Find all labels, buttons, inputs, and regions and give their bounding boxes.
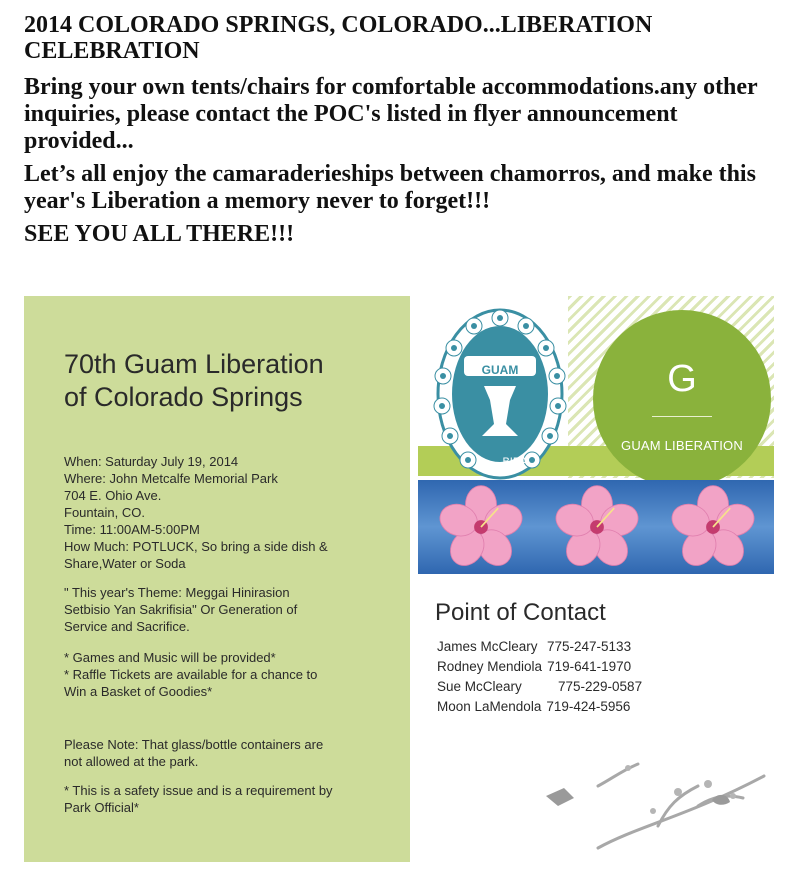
note-line: not allowed at the park. <box>64 754 199 769</box>
safety-line: Park Official* <box>64 800 139 815</box>
detail-cost-cont: Share,Water or Soda <box>64 556 186 571</box>
page-title: 2014 COLORADO SPRINGS, COLORADO...LIBERATION CELEBRATION <box>24 12 653 64</box>
poc-phone: 775-229-0587 <box>558 679 643 694</box>
detail-address: 704 E. Ohio Ave. <box>64 488 162 503</box>
detail-cost: How Much: POTLUCK, So bring a side dish & <box>64 539 328 554</box>
theme-line: Setbisio Yan Sakrifisia" Or Generation of <box>64 602 298 617</box>
logo-top-text: GUAM <box>481 363 519 377</box>
poc-row <box>437 697 767 717</box>
intro-text <box>24 12 784 248</box>
poc-name: Rodney Mendiola <box>437 659 543 674</box>
badge-caption: GUAM LIBERATION <box>621 438 743 453</box>
note-block <box>64 736 394 770</box>
safety-block <box>64 782 394 816</box>
logo-bottom-text: BIBA <box>502 456 528 468</box>
theme-block <box>64 584 394 635</box>
guam-liberation-badge <box>593 310 771 488</box>
intro-paragraph-2: Let’s all enjoy the camaraderieships between chamorros, and make this year's Liberation a memory never to forget!!! <box>24 161 756 214</box>
theme-line: Service and Sacrifice. <box>64 619 190 634</box>
intro-paragraph-1: Bring your own tents/chairs for comfortable accommodations.any other inquiries, please contact the POC's listed in flyer announcement provided... <box>24 74 758 154</box>
badge-divider <box>652 416 712 417</box>
detail-when: When: Saturday July 19, 2014 <box>64 454 239 469</box>
hibiscus-strip <box>418 480 774 574</box>
detail-time: Time: 11:00AM-5:00PM <box>64 522 200 537</box>
poc-row <box>437 677 767 697</box>
detail-where: Where: John Metcalfe Memorial Park <box>64 471 278 486</box>
extras-line: Win a Basket of Goodies* <box>64 684 213 699</box>
extras-line: * Raffle Tickets are available for a chance to <box>64 667 318 682</box>
intro-paragraph-3: SEE YOU ALL THERE!!! <box>24 221 295 247</box>
badge-letter: G <box>667 358 697 400</box>
hibiscus-flower-icon <box>438 484 524 570</box>
event-flyer-image <box>24 296 774 862</box>
poc-name: Sue McCleary <box>437 679 522 694</box>
flyer-graphics-panel <box>418 296 774 862</box>
theme-line: " This year's Theme: Meggai Hinirasion <box>64 585 290 600</box>
note-line: Please Note: That glass/bottle containers are <box>64 737 324 752</box>
hibiscus-flower-icon <box>554 484 640 570</box>
poc-row <box>437 657 767 677</box>
poc-phone: 775-247-5133 <box>547 639 632 654</box>
extras-block <box>64 649 394 700</box>
flyer-details-panel <box>24 296 410 862</box>
poc-name: James McCleary <box>437 639 538 654</box>
poc-row <box>437 637 767 657</box>
event-details <box>64 453 394 816</box>
poc-title: Point of Contact <box>435 599 606 626</box>
guam-logo-icon <box>430 302 570 482</box>
extras-line: * Games and Music will be provided* <box>64 650 276 665</box>
poc-phone: 719-641-1970 <box>547 659 632 674</box>
poc-phone: 719-424-5956 <box>546 699 631 714</box>
poc-name: Moon LaMendola <box>437 699 542 714</box>
safety-line: * This is a safety issue and is a requirement by <box>64 783 333 798</box>
hibiscus-flower-icon <box>670 484 756 570</box>
flyer-title-line-2: of Colorado Springs <box>64 382 303 412</box>
poc-list <box>437 637 767 717</box>
bird-branch-icon <box>528 756 768 856</box>
flyer-title <box>64 348 394 414</box>
detail-city: Fountain, CO. <box>64 505 145 520</box>
flyer-title-line-1: 70th Guam Liberation <box>64 349 324 379</box>
